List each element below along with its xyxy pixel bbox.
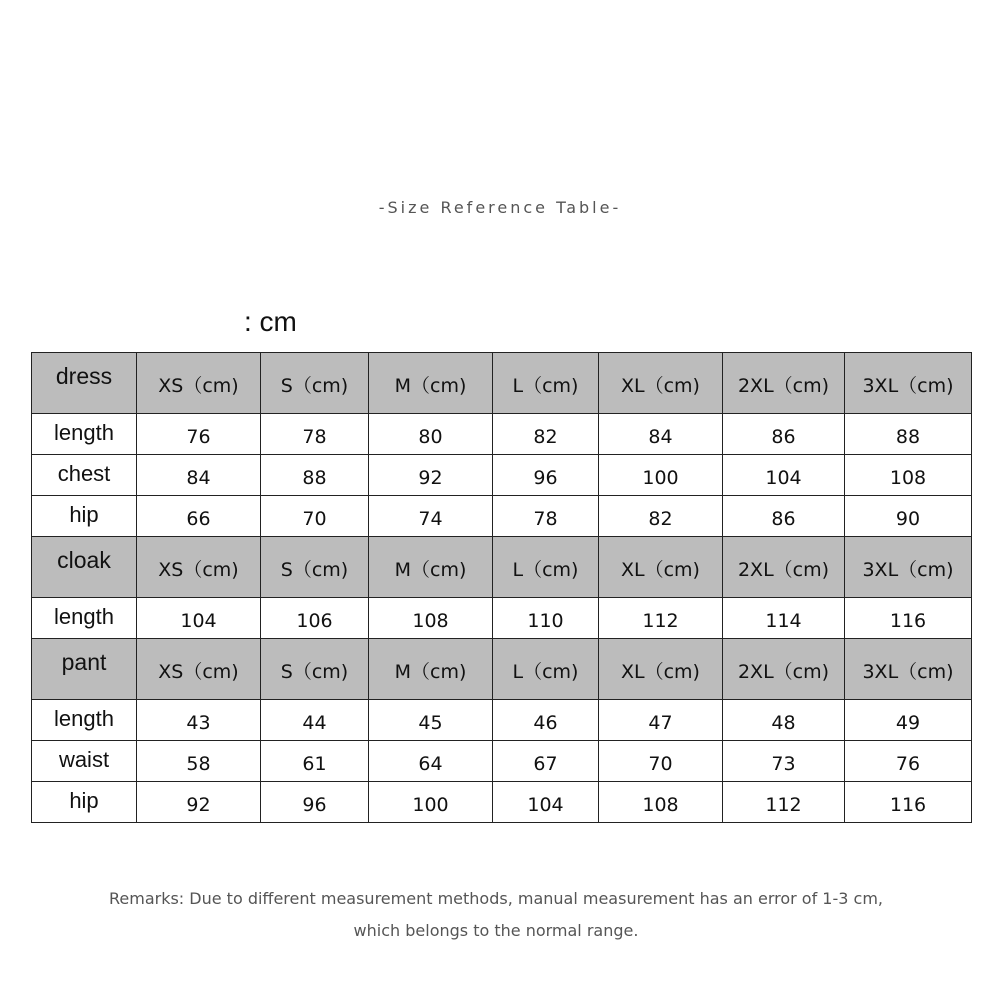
- table-cell: 104: [493, 782, 599, 823]
- section-name: dress: [32, 353, 137, 414]
- size-header: L（cm): [493, 537, 599, 598]
- table-cell: 92: [369, 455, 493, 496]
- table-row: [32, 414, 972, 455]
- size-header: XL（cm): [599, 537, 723, 598]
- table-cell: 73: [723, 741, 845, 782]
- table-cell: 82: [493, 414, 599, 455]
- table-cell: 88: [261, 455, 369, 496]
- section-header-cloak: [32, 537, 972, 598]
- row-label: hip: [32, 496, 137, 537]
- unit-label: : cm: [244, 306, 297, 337]
- row-label: chest: [32, 455, 137, 496]
- table-cell: 92: [137, 782, 261, 823]
- table-cell: 110: [493, 598, 599, 639]
- size-header: 3XL（cm): [845, 639, 972, 700]
- table-cell: 46: [493, 700, 599, 741]
- table-cell: 100: [369, 782, 493, 823]
- size-header: 3XL（cm): [845, 353, 972, 414]
- table-cell: 108: [599, 782, 723, 823]
- table-cell: 108: [845, 455, 972, 496]
- remarks-line-1: Remarks: Due to different measurement methods, manual measurement has an error of 1-3 cm,: [108, 889, 883, 908]
- table-cell: 76: [137, 414, 261, 455]
- row-label: hip: [32, 782, 137, 823]
- table-row: [32, 496, 972, 537]
- size-header: M（cm): [369, 639, 493, 700]
- section-name: cloak: [32, 537, 137, 598]
- table-cell: 108: [369, 598, 493, 639]
- remarks-line-2: which belongs to the normal range.: [353, 921, 639, 940]
- table-cell: 78: [261, 414, 369, 455]
- table-cell: 78: [493, 496, 599, 537]
- section-header-pant: [32, 639, 972, 700]
- table-cell: 86: [723, 414, 845, 455]
- size-header: M（cm): [369, 537, 493, 598]
- table-cell: 66: [137, 496, 261, 537]
- table-cell: 70: [599, 741, 723, 782]
- table-cell: 45: [369, 700, 493, 741]
- section-name: pant: [32, 639, 137, 700]
- table-cell: 47: [599, 700, 723, 741]
- table-cell: 104: [137, 598, 261, 639]
- table-cell: 70: [261, 496, 369, 537]
- table-cell: 100: [599, 455, 723, 496]
- row-label: length: [32, 414, 137, 455]
- size-header: XS（cm): [137, 639, 261, 700]
- table-row: [32, 741, 972, 782]
- table-cell: 112: [723, 782, 845, 823]
- table-cell: 86: [723, 496, 845, 537]
- size-header: S（cm): [261, 639, 369, 700]
- size-header: 3XL（cm): [845, 537, 972, 598]
- table-cell: 96: [261, 782, 369, 823]
- table-cell: 74: [369, 496, 493, 537]
- size-header: 2XL（cm): [723, 353, 845, 414]
- table-row: [32, 782, 972, 823]
- size-header: L（cm): [493, 353, 599, 414]
- table-cell: 96: [493, 455, 599, 496]
- table-cell: 112: [599, 598, 723, 639]
- size-header: XL（cm): [599, 353, 723, 414]
- table-cell: 43: [137, 700, 261, 741]
- table-cell: 76: [845, 741, 972, 782]
- table-cell: 58: [137, 741, 261, 782]
- table-cell: 48: [723, 700, 845, 741]
- size-header: XL（cm): [599, 639, 723, 700]
- size-header: 2XL（cm): [723, 639, 845, 700]
- size-header: S（cm): [261, 353, 369, 414]
- size-header: L（cm): [493, 639, 599, 700]
- table-cell: 64: [369, 741, 493, 782]
- table-row: [32, 700, 972, 741]
- page-title: -Size Reference Table-: [378, 198, 622, 217]
- size-header: S（cm): [261, 537, 369, 598]
- table-cell: 88: [845, 414, 972, 455]
- table-cell: 116: [845, 598, 972, 639]
- row-label: waist: [32, 741, 137, 782]
- table-cell: 84: [599, 414, 723, 455]
- table-cell: 61: [261, 741, 369, 782]
- row-label: length: [32, 598, 137, 639]
- table-cell: 90: [845, 496, 972, 537]
- table-cell: 84: [137, 455, 261, 496]
- size-header: M（cm): [369, 353, 493, 414]
- section-header-dress: [32, 353, 972, 414]
- table-cell: 44: [261, 700, 369, 741]
- size-header: 2XL（cm): [723, 537, 845, 598]
- table-cell: 67: [493, 741, 599, 782]
- table-cell: 49: [845, 700, 972, 741]
- table-cell: 116: [845, 782, 972, 823]
- table-cell: 80: [369, 414, 493, 455]
- table-cell: 106: [261, 598, 369, 639]
- row-label: length: [32, 700, 137, 741]
- table-row: [32, 598, 972, 639]
- table-cell: 104: [723, 455, 845, 496]
- size-header: XS（cm): [137, 537, 261, 598]
- size-reference-table: [31, 352, 972, 823]
- table-cell: 114: [723, 598, 845, 639]
- table-row: [32, 455, 972, 496]
- table-cell: 82: [599, 496, 723, 537]
- size-header: XS（cm): [137, 353, 261, 414]
